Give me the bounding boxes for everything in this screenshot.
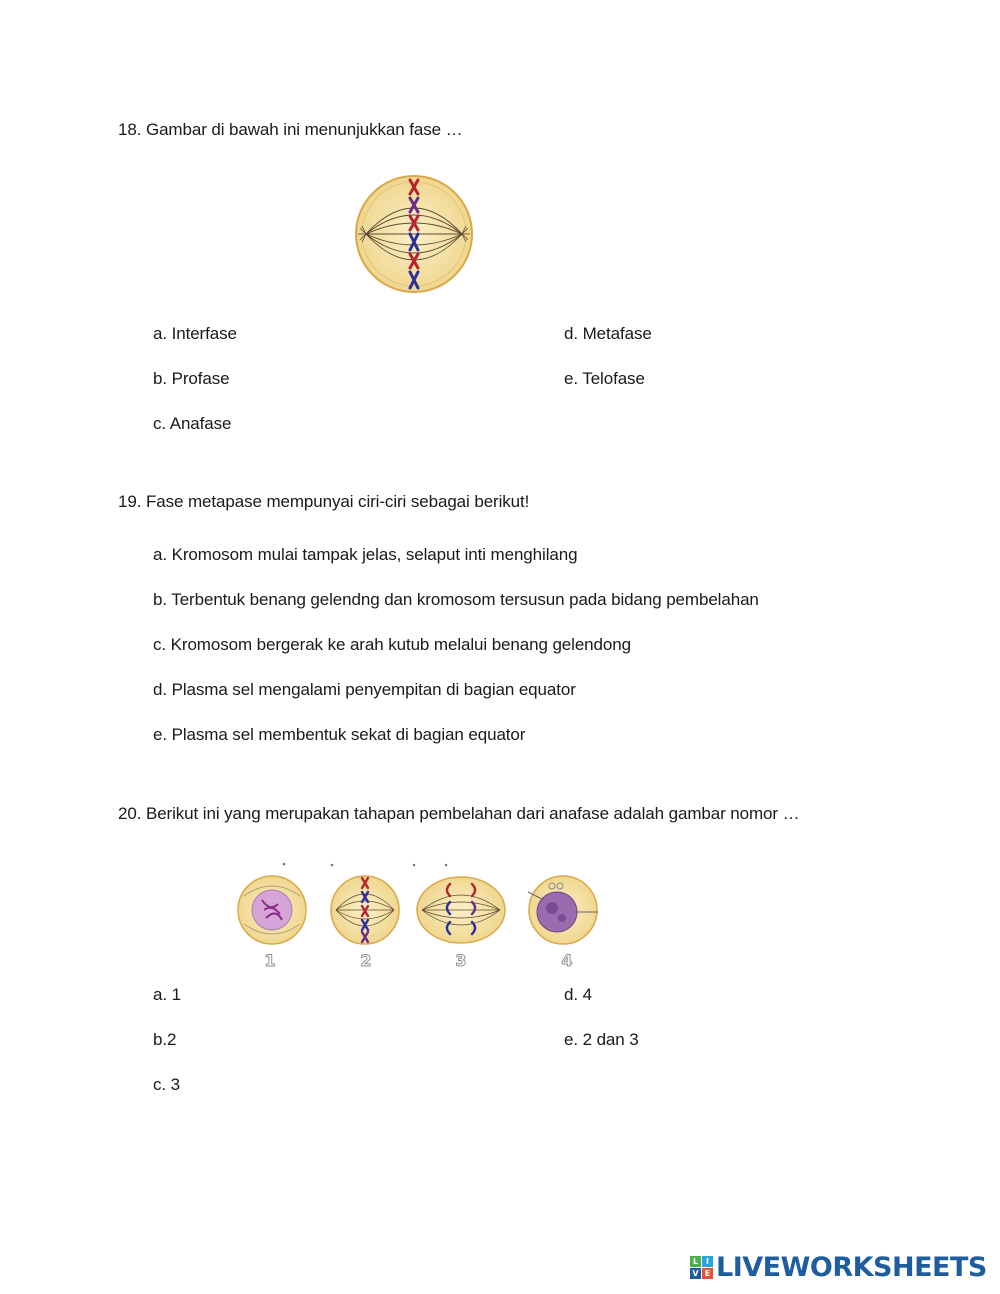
q18-option-c: c. Anafase [153,414,232,433]
liveworksheets-logo [690,1252,987,1283]
q20-question: 20. Berikut ini yang merupakan tahapan pembelahan dari anafase adalah gambar nomor … [118,804,800,823]
q20-option-b: b.2 [153,1030,177,1049]
stage-label-1: 1 [264,951,276,970]
metaphase-figure [352,172,476,296]
cell-3-anaphase [417,877,505,943]
q19-option-d: d. Plasma sel mengalami penyempitan di bagian equator [153,680,576,699]
q19-option-e: e. Plasma sel membentuk sekat di bagian equator [153,725,526,744]
cell-1-prophase [238,876,306,944]
q19-option-c: c. Kromosom bergerak ke arah kutub melalui benang gelendong [153,635,631,654]
q19-option-b: b. Terbentuk benang gelendng dan kromosom tersusun pada bidang pembelahan [153,590,759,609]
logo-blocks-icon: L I V E [690,1256,713,1279]
q20-option-e: e. 2 dan 3 [564,1030,639,1049]
q18-option-b: b. Profase [153,369,230,388]
q18-option-d: d. Metafase [564,324,652,343]
stage-label-2: 2 [360,951,372,970]
q18-option-e: e. Telofase [564,369,645,388]
cell-2-metaphase [331,876,399,944]
mitosis-stages-figure [232,860,612,972]
q18-option-a: a. Interfase [153,324,237,343]
stage-label-4: 4 [561,951,573,970]
q18-question: 18. Gambar di bawah ini menunjukkan fase … [118,120,463,139]
logo-text: LIVEWORKSHEETS [716,1252,987,1283]
cell-4-interphase [528,876,598,944]
q20-option-a: a. 1 [153,985,181,1004]
q20-option-d: d. 4 [564,985,592,1004]
q20-option-c: c. 3 [153,1075,181,1094]
stage-label-3: 3 [455,951,467,970]
q19-option-a: a. Kromosom mulai tampak jelas, selaput inti menghilang [153,545,578,564]
q19-question: 19. Fase metapase mempunyai ciri-ciri sebagai berikut! [118,492,530,511]
